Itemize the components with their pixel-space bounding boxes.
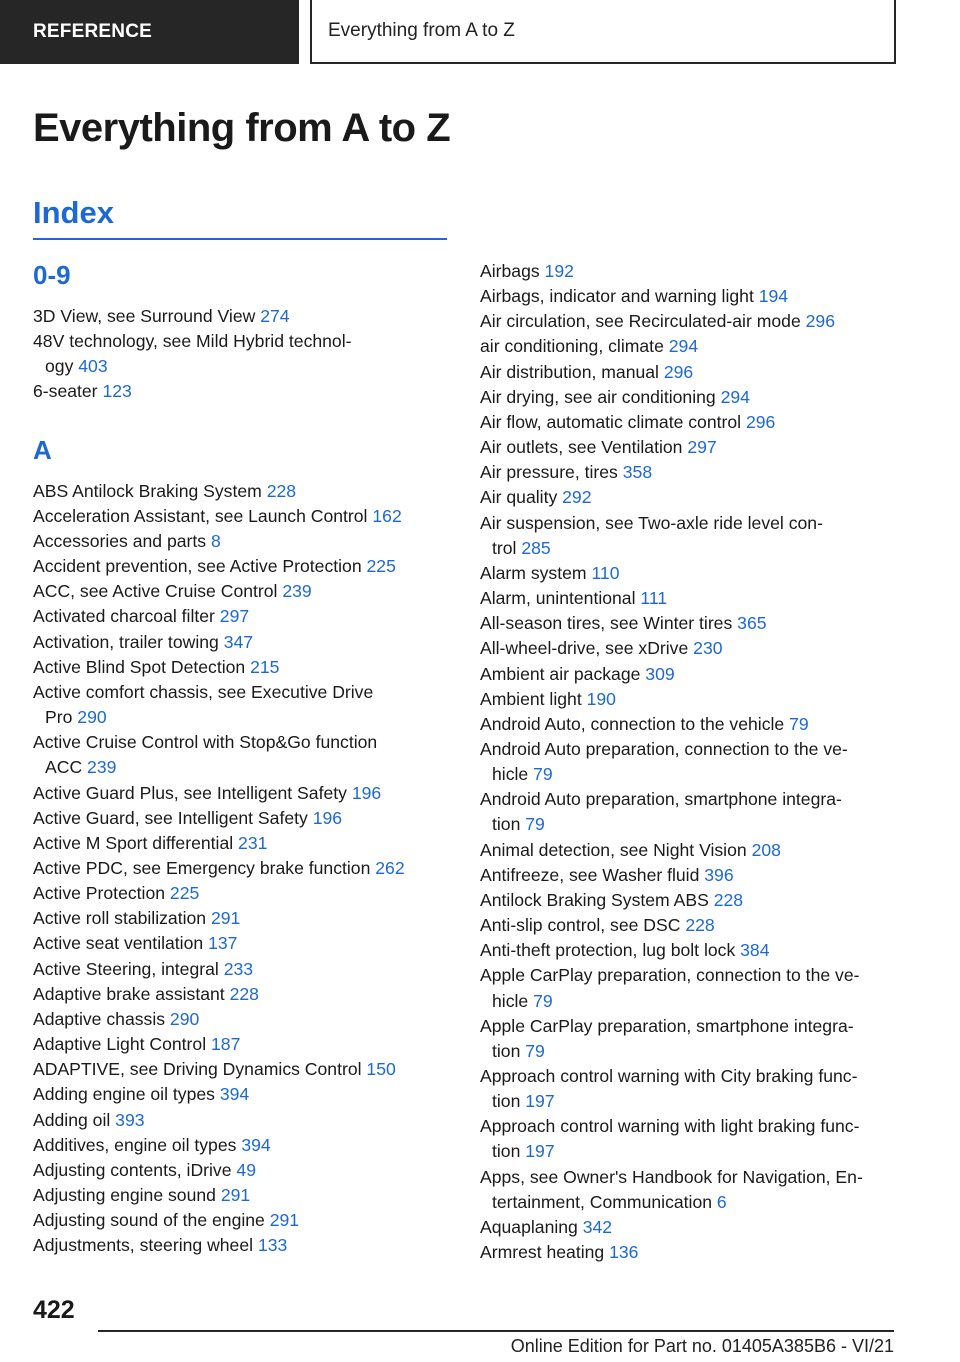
index-entry-text: Active Steering, integral	[33, 958, 219, 979]
index-entry-text: Adaptive brake assistant	[33, 983, 225, 1004]
index-entry	[33, 1183, 447, 1208]
index-entry	[480, 485, 900, 510]
index-entry-text: Active comfort chassis, see Executive Drive	[33, 681, 374, 702]
index-entry	[33, 856, 447, 881]
index-entry-text: Active Protection	[33, 883, 166, 904]
index-entry	[480, 838, 900, 863]
index-entry	[33, 504, 447, 529]
index-entry	[33, 655, 447, 680]
page-link[interactable]: 309	[645, 663, 675, 684]
index-entry-continuation	[33, 755, 447, 780]
index-entry	[480, 1064, 900, 1114]
page-link[interactable]: 394	[241, 1134, 271, 1155]
index-entry	[33, 881, 447, 906]
index-entry	[480, 888, 900, 913]
page-link[interactable]: 296	[805, 311, 835, 332]
footer-edition: Online Edition for Part no. 01405A385B6 - VI/21	[510, 1336, 894, 1356]
index-entry	[480, 511, 900, 561]
index-entry	[480, 1114, 900, 1164]
page-link[interactable]: 393	[115, 1109, 145, 1130]
index-entry	[480, 737, 900, 787]
index-entry	[33, 479, 447, 504]
page-link[interactable]: 190	[586, 688, 616, 709]
index-entry-text: Ambient light	[480, 688, 582, 709]
index-entry-text: ACC	[45, 757, 83, 778]
header-chapter-label: Everything from A to Z	[328, 20, 515, 41]
index-entry	[33, 957, 447, 982]
page-link[interactable]: 162	[372, 505, 402, 526]
index-entry-text: Adding oil	[33, 1109, 111, 1130]
index-entry	[33, 1082, 447, 1107]
header-section-tab	[0, 0, 299, 64]
index-entry-continuation	[33, 705, 447, 730]
index-entry-text: 3D View, see Surround View	[33, 306, 256, 326]
index-entry-text: ogy	[45, 356, 74, 377]
index-entry-text: 48V technology, see Mild Hybrid technol-	[33, 331, 352, 352]
index-entry-text: Active M Sport differential	[33, 832, 234, 853]
page-link[interactable]: 230	[693, 638, 723, 659]
page-link[interactable]: 239	[87, 757, 117, 778]
page-link[interactable]: 123	[102, 381, 132, 402]
index-entry-text: tion	[492, 1091, 521, 1112]
header-chapter-tab	[310, 0, 896, 64]
page-link[interactable]: 197	[525, 1141, 555, 1162]
index-entry	[33, 1208, 447, 1233]
page-link[interactable]: 292	[562, 487, 592, 508]
page-link[interactable]: 358	[622, 462, 653, 483]
page-link[interactable]: 137	[208, 933, 238, 954]
index-entry-text: Anti-slip control, see DSC	[480, 915, 681, 936]
index-entry-continuation	[480, 536, 900, 561]
index-entry-text: Active Guard, see Intelligent Safety	[33, 807, 308, 828]
page-link[interactable]: 136	[609, 1242, 639, 1263]
page-link[interactable]: 79	[533, 764, 553, 785]
index-entry	[33, 1133, 447, 1158]
index-entry	[33, 529, 447, 554]
index-entry	[33, 931, 447, 956]
index-entry	[480, 1215, 900, 1240]
index-entry	[33, 982, 447, 1007]
index-entry	[480, 1240, 900, 1265]
index-entry-text: ABS Antilock Braking System	[33, 480, 262, 501]
page-link[interactable]: 291	[210, 908, 241, 929]
index-entry	[480, 662, 900, 687]
page-link[interactable]: 396	[704, 864, 734, 885]
page-title: Everything from A to Z	[33, 106, 451, 150]
page-link[interactable]: 79	[525, 814, 545, 835]
index-entry-text: Ambient air package	[480, 663, 641, 684]
index-entry	[33, 730, 447, 780]
index-entry-text: trol	[492, 537, 517, 558]
index-entry-text: tion	[492, 814, 521, 835]
index-entry-text: Active Guard Plus, see Intelligent Safety	[33, 782, 347, 803]
index-entry	[33, 329, 447, 379]
index-entry	[480, 1165, 900, 1215]
page-link[interactable]: 6	[716, 1191, 727, 1212]
index-entry-text: Air outlets, see Ventilation	[480, 437, 683, 458]
index-entry	[480, 334, 900, 359]
index-entry-text: All-season tires, see Winter tires	[480, 613, 733, 634]
page-link[interactable]: 228	[266, 480, 297, 501]
index-entry-text: tion	[492, 1141, 521, 1162]
page-link[interactable]: 111	[640, 588, 668, 609]
page-link[interactable]: 384	[740, 940, 770, 961]
index-entry-text: Alarm, unintentional	[480, 588, 636, 609]
index-entry-text: Pro	[45, 707, 73, 728]
page-link[interactable]: 79	[789, 713, 809, 734]
index-entry-text: Air circulation, see Recirculated-air mode	[480, 311, 801, 332]
page-link[interactable]: 228	[685, 915, 715, 936]
page-link[interactable]: 225	[366, 556, 396, 577]
section-heading: 0-9	[33, 260, 71, 290]
index-entry-text: Adjusting sound of the engine	[33, 1210, 265, 1231]
page-link[interactable]: 233	[223, 958, 254, 979]
page-link[interactable]: 79	[533, 990, 553, 1011]
index-entry	[33, 1057, 447, 1082]
index-entry	[33, 304, 447, 329]
index-entry-text: Adaptive chassis	[33, 1008, 166, 1029]
index-entry-text: Additives, engine oil types	[33, 1134, 237, 1155]
index-entry	[33, 806, 447, 831]
page-link[interactable]: 231	[238, 832, 268, 853]
page-link[interactable]: 133	[257, 1235, 288, 1256]
index-entry-continuation	[480, 762, 900, 787]
index-column-right	[480, 259, 900, 1265]
index-entry	[480, 385, 900, 410]
section-spacer	[33, 405, 447, 433]
index-entry-text: Airbags	[480, 261, 540, 281]
index-entry	[33, 680, 447, 730]
index-column-left	[33, 258, 447, 1258]
index-heading-rule	[33, 238, 447, 240]
index-entry	[480, 410, 900, 435]
index-entry	[33, 906, 447, 931]
index-entry-text: Approach control warning with City braking func-	[480, 1066, 858, 1086]
page-link[interactable]: 225	[169, 883, 200, 904]
index-entry-text: Adjusting contents, iDrive	[33, 1159, 232, 1180]
page-link[interactable]: 262	[375, 857, 405, 878]
index-entry-continuation	[480, 812, 900, 837]
index-entry-text: Air pressure, tires	[480, 462, 618, 483]
index-entry-text: Animal detection, see Night Vision	[480, 839, 747, 860]
index-entry-text: Android Auto preparation, smartphone integra-	[480, 789, 842, 810]
index-entry	[33, 604, 447, 629]
page-link[interactable]: 297	[687, 437, 717, 458]
index-entry-text: Adaptive Light Control	[33, 1034, 207, 1055]
index-heading: Index	[33, 195, 114, 230]
index-entry	[480, 687, 900, 712]
index-entry-text: Antilock Braking System ABS	[480, 889, 709, 910]
page-link[interactable]: 228	[713, 889, 744, 910]
page-link[interactable]: 215	[250, 656, 280, 677]
page-link[interactable]: 194	[758, 286, 789, 307]
index-entry-text: ADAPTIVE, see Driving Dynamics Control	[33, 1059, 362, 1080]
page-link[interactable]: 79	[525, 1040, 545, 1061]
page-link[interactable]: 110	[591, 562, 620, 583]
index-entry-continuation	[480, 1039, 900, 1064]
index-entry-text: Active Blind Spot Detection	[33, 656, 246, 677]
index-entry-text: hicle	[492, 990, 529, 1011]
index-entry-text: 6-seater	[33, 381, 98, 402]
index-entry-text: Anti-theft protection, lug bolt lock	[480, 940, 736, 961]
page-link[interactable]: 196	[351, 782, 382, 803]
index-entry	[480, 913, 900, 938]
index-entry	[480, 712, 900, 737]
page-link[interactable]: 294	[720, 386, 750, 407]
index-entry-text: Approach control warning with light braking func-	[480, 1116, 860, 1137]
index-entry-text: Android Auto preparation, connection to the ve-	[480, 738, 848, 759]
index-entry	[33, 554, 447, 579]
index-entry	[33, 1158, 447, 1183]
index-entry-text: Adjustments, steering wheel	[33, 1235, 254, 1256]
index-entry	[480, 309, 900, 334]
index-entry-text: air conditioning, climate	[480, 336, 664, 357]
index-entry-text: Active seat ventilation	[33, 933, 204, 954]
page-link[interactable]: 296	[745, 411, 776, 432]
page-link[interactable]: 290	[169, 1008, 200, 1029]
index-entry	[33, 1233, 447, 1258]
index-entry	[480, 1014, 900, 1064]
page-link[interactable]: 296	[663, 361, 694, 382]
index-entry-text: Active PDC, see Emergency brake function	[33, 857, 371, 878]
index-entry	[33, 1007, 447, 1032]
page-link[interactable]: 285	[521, 537, 551, 558]
index-entry-continuation	[480, 1089, 900, 1114]
index-entry	[480, 360, 900, 385]
index-entry-text: Antifreeze, see Washer fluid	[480, 864, 700, 885]
index-entry-text: Adjusting engine sound	[33, 1185, 216, 1205]
page-link[interactable]: 291	[220, 1185, 251, 1205]
index-entry-text: Apple CarPlay preparation, connection to the ve-	[480, 965, 860, 986]
index-entry	[480, 611, 900, 636]
index-entry	[480, 787, 900, 837]
index-entry-text: Alarm system	[480, 562, 587, 583]
index-entry-text: Aquaplaning	[480, 1216, 578, 1237]
index-entry	[33, 630, 447, 655]
page-link[interactable]: 208	[751, 839, 781, 860]
page-link[interactable]: 274	[260, 306, 290, 326]
page-link[interactable]: 8	[210, 530, 221, 551]
index-entry-text: Activation, trailer towing	[33, 631, 219, 652]
index-entry-text: tion	[492, 1040, 521, 1061]
index-entry-continuation	[480, 1190, 900, 1215]
page-link[interactable]: 347	[223, 631, 254, 652]
index-entry	[33, 579, 447, 604]
page-link[interactable]: 192	[544, 261, 574, 281]
page-link[interactable]: 291	[269, 1210, 300, 1231]
page-number: 422	[33, 1296, 75, 1324]
index-entry	[33, 379, 447, 404]
index-entry	[33, 1108, 447, 1133]
page-link[interactable]: 297	[219, 606, 250, 627]
index-entry	[480, 435, 900, 460]
index-entry-text: All-wheel-drive, see xDrive	[480, 638, 689, 659]
index-entry-text: Android Auto, connection to the vehicle	[480, 713, 785, 734]
page-link[interactable]: 365	[737, 613, 767, 634]
page-link[interactable]: 150	[366, 1059, 396, 1080]
section-heading: A	[33, 434, 52, 465]
page-link[interactable]: 197	[525, 1091, 555, 1112]
page-link[interactable]: 239	[282, 581, 312, 602]
index-entry	[480, 863, 900, 888]
index-entry	[33, 1032, 447, 1057]
page-link[interactable]: 294	[668, 336, 699, 357]
page-link[interactable]: 403	[78, 356, 108, 377]
index-entry	[480, 460, 900, 485]
header-section-label: REFERENCE	[33, 21, 152, 42]
index-entry	[480, 963, 900, 1013]
index-entry-continuation	[480, 1139, 900, 1164]
index-entry-text: Active roll stabilization	[33, 908, 207, 929]
page-link[interactable]: 49	[236, 1159, 256, 1180]
index-entry-text: Apple CarPlay preparation, smartphone integra-	[480, 1015, 854, 1036]
page-link[interactable]: 196	[312, 807, 343, 828]
index-entry-text: Activated charcoal filter	[33, 606, 215, 627]
index-entry	[480, 259, 900, 284]
index-entry-text: Acceleration Assistant, see Launch Control	[33, 505, 368, 526]
index-entry-text: Accident prevention, see Active Protection	[33, 556, 362, 577]
index-entry-text: Airbags, indicator and warning light	[480, 286, 754, 307]
index-entry-text: Air suspension, see Two-axle ride level con-	[480, 512, 823, 533]
index-entry-text: hicle	[492, 764, 529, 785]
index-entry-text: Apps, see Owner's Handbook for Navigation, En-	[480, 1166, 863, 1187]
page-link[interactable]: 187	[211, 1034, 241, 1055]
index-entry-text: Active Cruise Control with Stop&Go function	[33, 732, 378, 753]
index-entry	[480, 561, 900, 586]
footer-rule	[98, 1330, 894, 1332]
index-entry	[33, 781, 447, 806]
index-entry-text: Accessories and parts	[33, 530, 207, 551]
index-entry	[33, 831, 447, 856]
index-entry	[480, 284, 900, 309]
index-entry-continuation	[33, 354, 447, 379]
page-link[interactable]: 228	[229, 983, 259, 1004]
index-entry	[480, 938, 900, 963]
index-entry	[480, 586, 900, 611]
index-entry-text: ACC, see Active Cruise Control	[33, 581, 278, 602]
index-entry-text: Armrest heating	[480, 1242, 605, 1263]
page-link[interactable]: 342	[582, 1216, 613, 1237]
page-link[interactable]: 394	[219, 1084, 250, 1105]
index-entry-text: Adding engine oil types	[33, 1084, 215, 1105]
index-entry-text: Air flow, automatic climate control	[480, 411, 742, 432]
index-entry-text: Air drying, see air conditioning	[480, 386, 716, 407]
index-entry-text: Air distribution, manual	[480, 361, 659, 382]
index-entry-continuation	[480, 989, 900, 1014]
index-entry-text: Air quality	[480, 487, 558, 508]
index-entry	[480, 636, 900, 661]
page-link[interactable]: 290	[77, 707, 107, 728]
index-entry-text: tertainment, Communication	[492, 1191, 713, 1212]
